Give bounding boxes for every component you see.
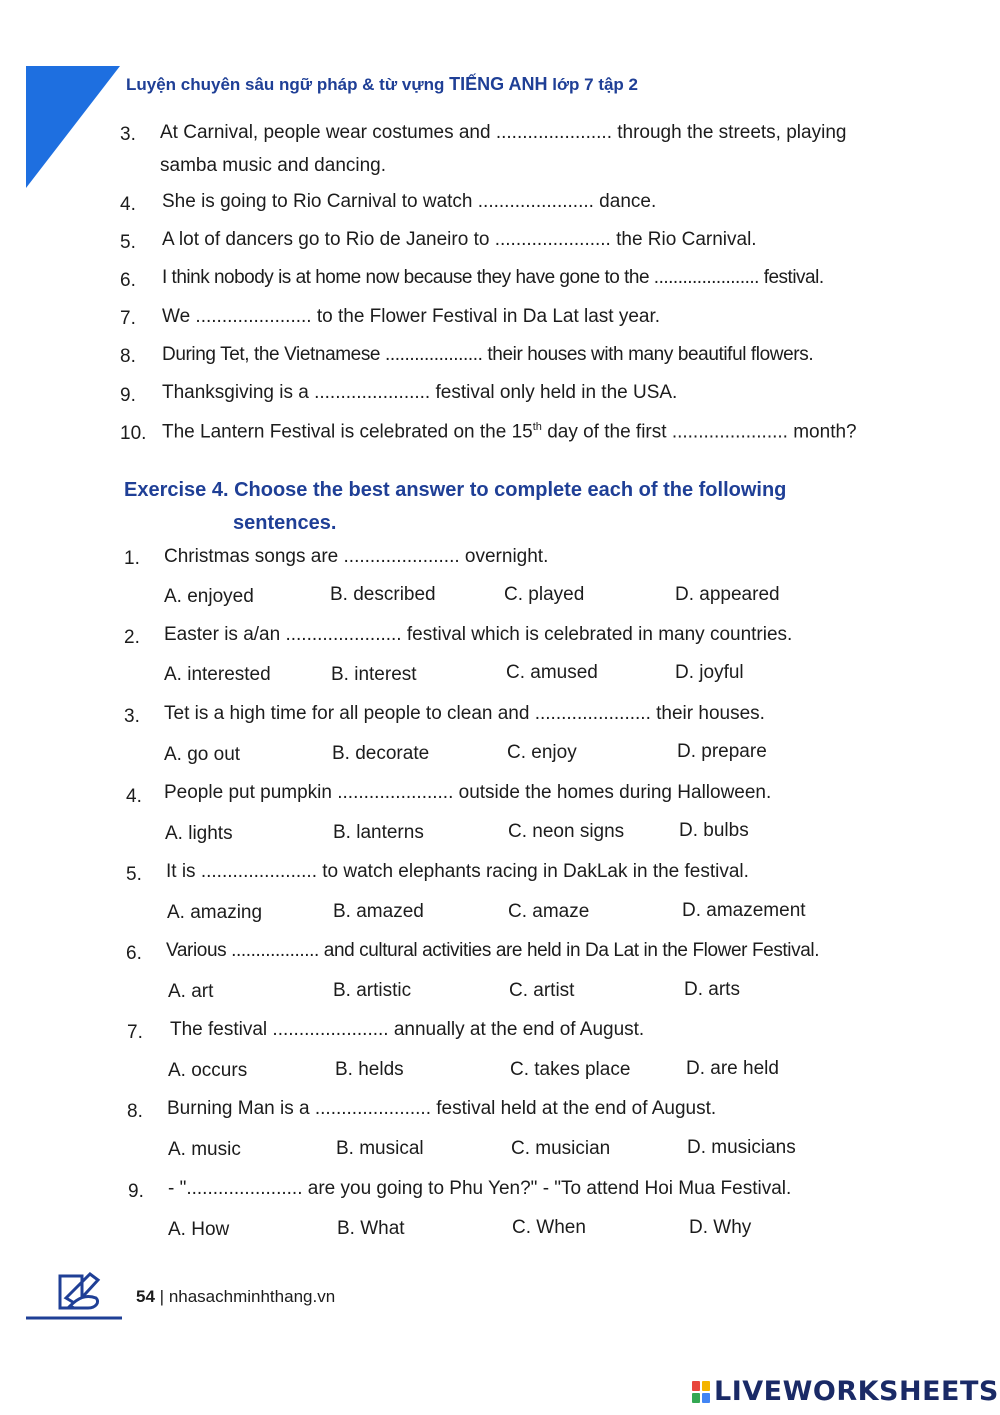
ex3-item-number: 9. <box>120 385 136 406</box>
ex4-option-d[interactable]: D. appeared <box>675 584 780 605</box>
footer-website: nhasachminhthang.vn <box>168 1287 336 1306</box>
liveworksheets-watermark <box>692 1376 999 1407</box>
header-prefix: Luyện chuyên sâu ngữ pháp & từ vựng <box>126 75 445 94</box>
ex4-option-d[interactable]: D. joyful <box>675 662 744 683</box>
ex4-question-text: The festival ...................... annually at the end of August. <box>170 1019 645 1040</box>
ex4-option-b[interactable]: B. musical <box>336 1138 424 1159</box>
ex4-option-a[interactable]: A. music <box>168 1139 241 1160</box>
ex4-option-a[interactable]: A. enjoyed <box>164 586 254 607</box>
ex4-option-d[interactable]: D. bulbs <box>679 820 749 841</box>
ex4-option-b[interactable]: B. What <box>337 1218 405 1239</box>
ex4-option-b[interactable]: B. decorate <box>332 743 430 764</box>
exercise-4-title-line1: Exercise 4. Choose the best answer to complete each of the following <box>124 479 787 501</box>
ex4-option-c[interactable]: C. takes place <box>510 1059 631 1080</box>
page-footer <box>136 1287 335 1307</box>
ex4-option-a[interactable]: A. lights <box>165 823 233 844</box>
ex3-item-number: 3. <box>120 124 136 145</box>
ex4-option-a[interactable]: A. occurs <box>168 1060 248 1081</box>
ex4-question-text: Christmas songs are ...................... overnight. <box>164 546 549 567</box>
ex4-option-a[interactable]: A. interested <box>164 664 271 685</box>
page-header <box>126 74 638 95</box>
ex4-option-c[interactable]: C. amaze <box>508 901 590 922</box>
ex4-question-text: Tet is a high time for all people to clean and ...................... their houses. <box>164 703 765 724</box>
ex4-question-number: 5. <box>126 864 142 885</box>
ex4-question-number: 8. <box>127 1101 143 1122</box>
ex4-question-text: People put pumpkin ...................... outside the homes during Halloween. <box>164 782 772 803</box>
ex4-question-text: It is ...................... to watch elephants racing in DakLak in the festival. <box>166 861 749 882</box>
ex4-option-a[interactable]: A. go out <box>164 744 241 765</box>
ex4-option-c[interactable]: C. When <box>512 1217 586 1238</box>
exercise-4-title-line2: sentences. <box>233 512 337 534</box>
ex4-option-c[interactable]: C. amused <box>506 662 598 683</box>
ex4-option-a[interactable]: A. art <box>168 981 214 1002</box>
ex3-item10-before: The Lantern Festival is celebrated on the 15 <box>162 421 533 443</box>
ex3-item-text: At Carnival, people wear costumes and ...................... through the streets, playing <box>160 122 847 143</box>
header-bold: TIẾNG ANH <box>449 74 548 94</box>
page-number: 54 <box>136 1287 155 1306</box>
header-suffix: lớp 7 tập 2 <box>552 75 638 94</box>
ex4-option-a[interactable]: A. How <box>168 1219 230 1240</box>
ex3-item10-sup: th <box>532 421 542 433</box>
exercise-4-title <box>124 474 854 540</box>
corner-triangle-decoration <box>26 66 120 188</box>
ex3-item-text: Thanksgiving is a ...................... festival only held in the USA. <box>162 382 678 403</box>
ex3-item-number: 4. <box>120 194 136 215</box>
ex4-question-text: Various .................. and cultural activities are held in Da Lat in the Flower Festival. <box>166 940 820 961</box>
ex3-item-text: We ...................... to the Flower Festival in Da Lat last year. <box>162 306 661 327</box>
ex4-option-b[interactable]: B. amazed <box>333 901 424 922</box>
ex3-item-text-cont: samba music and dancing. <box>160 155 387 176</box>
ex3-item-text: She is going to Rio Carnival to watch ...................... dance. <box>162 191 657 212</box>
ex4-option-d[interactable]: D. amazement <box>682 900 806 921</box>
ex4-option-b[interactable]: B. helds <box>335 1059 404 1080</box>
ex4-option-c[interactable]: C. neon signs <box>508 821 625 842</box>
ex4-option-c[interactable]: C. enjoy <box>507 742 577 763</box>
ex3-item-number: 8. <box>120 346 136 367</box>
ex4-option-c[interactable]: C. played <box>504 584 585 605</box>
liveworksheets-text: LIVEWORKSHEETS <box>714 1376 999 1407</box>
footer-separator: | <box>159 1287 165 1306</box>
ex4-question-number: 4. <box>126 786 142 807</box>
ex4-question-number: 2. <box>124 627 140 648</box>
ex4-question-number: 6. <box>126 943 142 964</box>
ex4-option-c[interactable]: C. artist <box>509 980 575 1001</box>
ex3-item-text: A lot of dancers go to Rio de Janeiro to ...................... the Rio Carnival. <box>162 229 757 250</box>
ex4-option-b[interactable]: B. lanterns <box>333 822 424 843</box>
ex4-option-d[interactable]: D. musicians <box>687 1137 796 1158</box>
ex4-question-number: 1. <box>124 548 140 569</box>
ex4-question-number: 7. <box>127 1022 143 1043</box>
writing-hand-icon <box>26 1268 126 1329</box>
ex4-option-b[interactable]: B. described <box>330 584 436 605</box>
ex4-question-text: Burning Man is a ...................... festival held at the end of August. <box>167 1098 717 1119</box>
ex3-item-text: During Tet, the Vietnamese .................... their houses with many beautiful flowers. <box>162 344 814 365</box>
ex4-question-number: 9. <box>128 1181 144 1202</box>
ex4-option-c[interactable]: C. musician <box>511 1138 611 1159</box>
ex3-item-number: 7. <box>120 308 136 329</box>
ex3-item10-after: day of the first ...................... month? <box>541 421 857 443</box>
ex4-option-d[interactable]: D. are held <box>686 1058 779 1079</box>
ex4-option-d[interactable]: D. arts <box>684 979 740 1000</box>
ex3-item-number: 5. <box>120 232 136 253</box>
ex4-question-text: - "...................... are you going to Phu Yen?" - "To attend Hoi Mua Festival. <box>168 1178 792 1199</box>
ex4-question-text: Easter is a/an ...................... festival which is celebrated in many countries. <box>164 624 793 645</box>
ex3-item-number: 10. <box>120 423 147 444</box>
ex4-option-b[interactable]: B. interest <box>331 664 417 685</box>
ex3-item-text <box>162 421 857 443</box>
ex4-option-d[interactable]: D. prepare <box>677 741 767 762</box>
ex4-option-b[interactable]: B. artistic <box>333 980 412 1001</box>
ex4-question-number: 3. <box>124 706 140 727</box>
ex3-item-text: I think nobody is at home now because they have gone to the ...................... festival. <box>162 267 824 288</box>
ex4-option-a[interactable]: A. amazing <box>167 902 263 923</box>
ex4-option-d[interactable]: D. Why <box>689 1217 752 1238</box>
ex3-item-number: 6. <box>120 270 136 291</box>
liveworksheets-logo-icon <box>692 1381 710 1403</box>
